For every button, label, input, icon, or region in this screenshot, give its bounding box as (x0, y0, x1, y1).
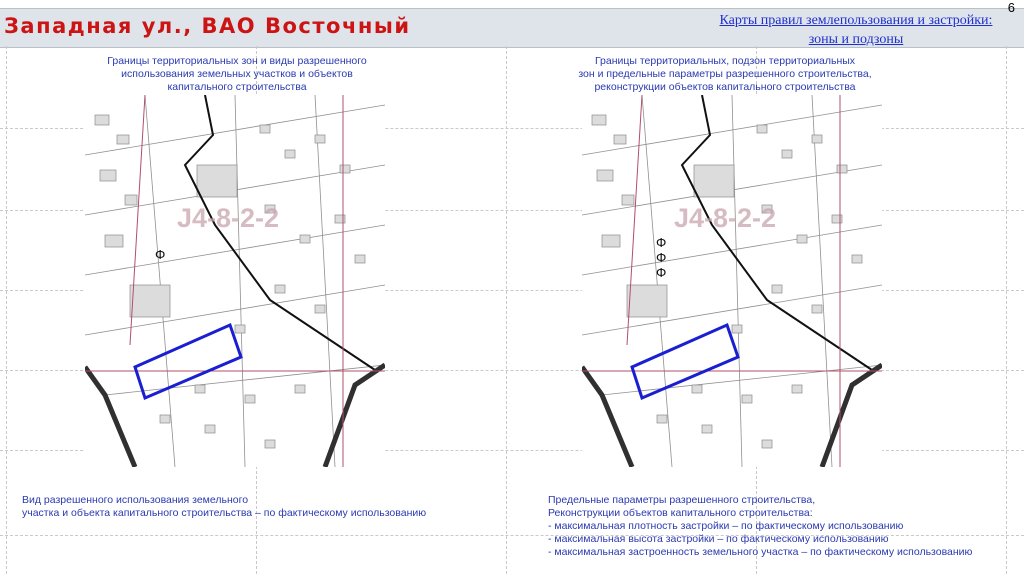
caption-line: капитального строительства (167, 81, 307, 93)
map-base (582, 95, 882, 467)
description-line: Предельные параметры разрешенного строительства, (548, 494, 816, 506)
map-base (85, 95, 385, 467)
page-title: Западная ул., ВАО Восточный (4, 14, 411, 38)
description-line: - максимальная высота застройки – по фактическому использованию (548, 533, 889, 545)
land-parcel-outline (632, 325, 738, 398)
left-map-caption (82, 55, 392, 94)
description-line: Вид разрешенного использования земельного (22, 494, 249, 506)
caption-line: зон и предельные параметры разрешенного строительства, (578, 68, 872, 80)
land-use-marker: Ф (155, 248, 166, 262)
district-boundary-thick (582, 365, 882, 467)
land-use-marker: Ф (656, 266, 667, 280)
header-link[interactable] (700, 11, 1012, 49)
description-line: Реконструкции объектов капитального строительства: (548, 507, 813, 519)
caption-line: использования земельных участков и объектов (121, 68, 353, 80)
description-line: участка и объекта капитального строительства – по фактическому использованию (22, 507, 427, 519)
zone-label: J4-8-2-2 (177, 203, 280, 233)
land-parcel-outline (135, 325, 241, 398)
grid-line (1006, 46, 1007, 574)
left-map (85, 95, 385, 467)
description-line: - максимальная застроенность земельного участка – по фактическому использованию (548, 546, 973, 558)
grid-line (6, 46, 7, 574)
header-link-line-1[interactable]: Карты правил землепользования и застройки: (719, 13, 993, 28)
right-map (582, 95, 882, 467)
header-link-line-2[interactable]: зоны и подзоны (808, 32, 904, 47)
building-blocks (95, 115, 365, 448)
grid-line (506, 46, 507, 574)
left-map-description (22, 494, 426, 520)
land-use-marker: Ф (656, 251, 667, 265)
zone-label: J4-8-2-2 (674, 203, 777, 233)
right-map-description (548, 494, 972, 559)
caption-line: Границы территориальных, подзон территориальных (594, 55, 856, 67)
slide-number: 6 (1007, 0, 1015, 15)
building-blocks (592, 115, 862, 448)
district-boundary-thick (85, 365, 385, 467)
caption-line: реконструкции объектов капитального строительства (594, 81, 856, 93)
right-map-caption (570, 55, 880, 94)
land-use-marker: Ф (656, 236, 667, 250)
description-line: - максимальная плотность застройки – по фактическому использованию (548, 520, 904, 532)
caption-line: Границы территориальных зон и виды разрешенного (107, 55, 367, 67)
